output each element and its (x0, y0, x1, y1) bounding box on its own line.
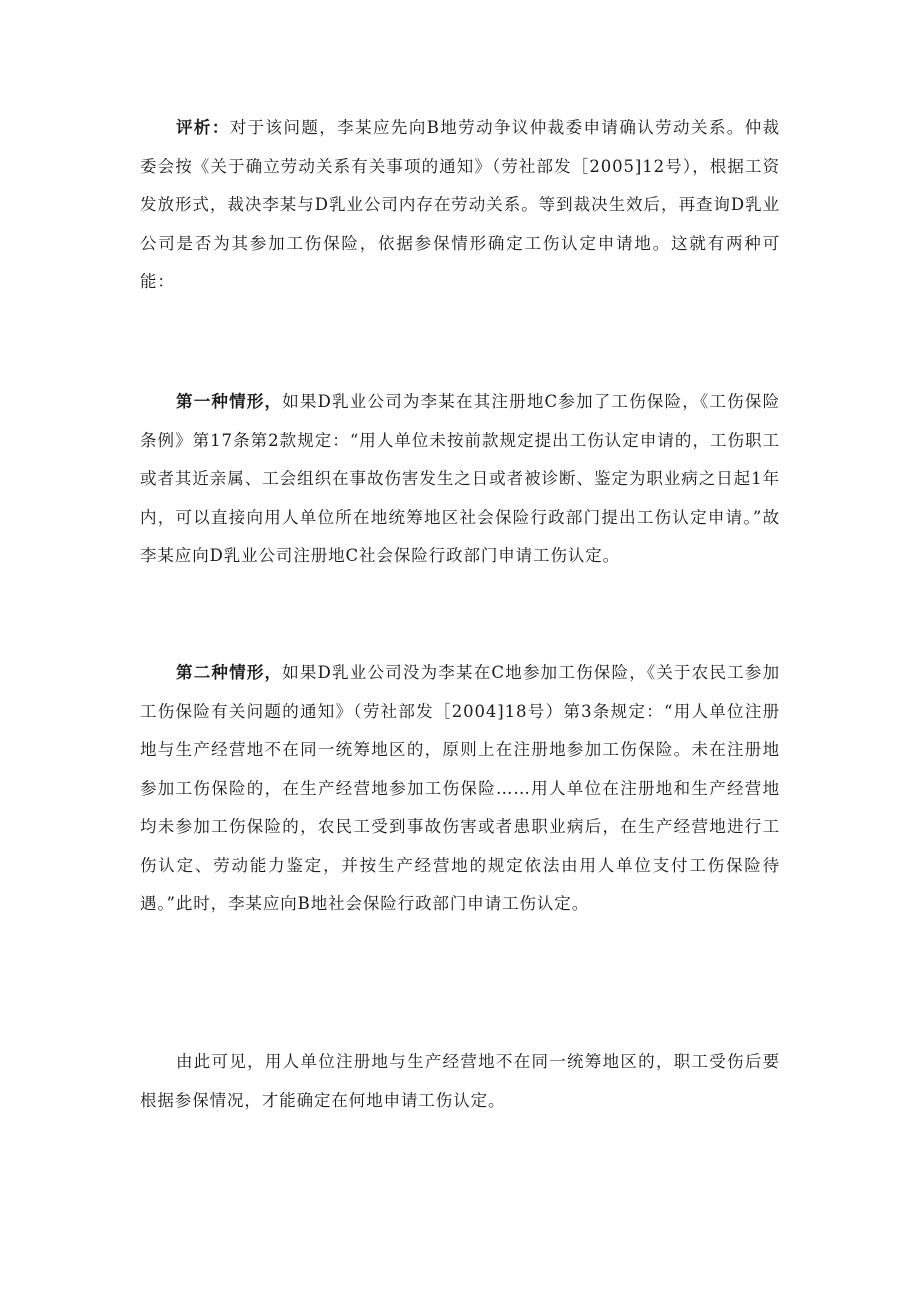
paragraph-text-case-one: 如果D乳业公司为李某在其注册地C参加了工伤保险，《工伤保险条例》第17条第2款规定：“用人单位未按前款规定提出工伤认定申请的，工伤职工或者其近亲属、工会组织在事故伤害发生之日或者被诊断、鉴定为职业病之日起1年内，可以直接向用人单位所在地统筹地区社会保险行政部门提出工伤认定申请。”故李某应向D乳业公司注册地C社会保险行政部门申请工伤认定。 (140, 392, 780, 565)
paragraph-lead-analysis: 评析： (176, 118, 230, 137)
paragraph-text-conclusion: 由此可见，用人单位注册地与生产经营地不在同一统筹地区的，职工受伤后要根据参保情况，才能确定在何地申请工伤认定。 (140, 1052, 780, 1110)
paragraph-analysis (140, 109, 780, 302)
paragraph-text-analysis: 对于该问题，李某应先向B地劳动争议仲裁委申请确认劳动关系。仲裁委会按《关于确立劳动关系有关事项的通知》（劳社部发［2005]12号），根据工资发放形式，裁决李某与D乳业公司内存在劳动关系。等到裁决生效后，再查询D乳业公司是否为其参加工伤保险，依据参保情形确定工伤认定申请地。这就有两种可能： (140, 118, 781, 291)
paragraph-lead-case-two: 第二种情形， (176, 663, 283, 682)
paragraph-text-case-two: 如果D乳业公司没为李某在C地参加工伤保险，《关于农民工参加工伤保险有关问题的通知》（劳社部发［2004]18号）第3条规定：“用人单位注册地与生产经营地不在同一统筹地区的，原则上在注册地参加工伤保险。未在注册地参加工伤保险的，在生产经营地参加工伤保险……用人单位在注册地和生产经营地均未参加工伤保险的，农民工受到事故伤害或者患职业病后，在生产经营地进行工伤认定、劳动能力鉴定，并按生产经营地的规定依法由用人单位支付工伤保险待遇。”此时，李某应向B地社会保险行政部门申请工伤认定。 (140, 663, 780, 913)
paragraph-case-two (140, 654, 780, 924)
paragraph-conclusion (140, 1043, 780, 1120)
paragraph-case-one (140, 383, 780, 576)
paragraph-lead-case-one: 第一种情形， (176, 392, 283, 411)
